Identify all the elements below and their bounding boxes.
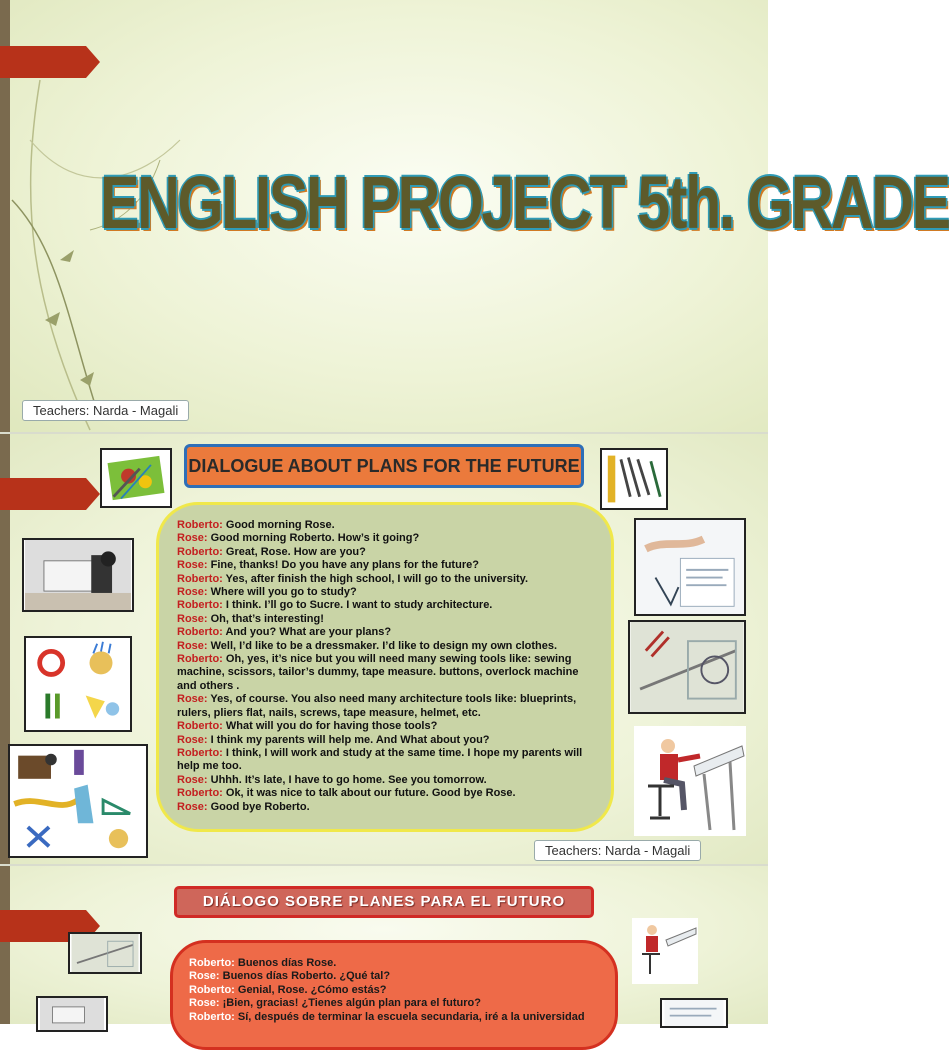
seamstress-machine-icon — [22, 538, 134, 612]
dialogue-line: Rose: Good bye Roberto. — [177, 800, 310, 813]
page-title: ENGLISH PROJECT 5th. GRADE — [100, 161, 949, 244]
dialogue-line: Roberto: Genial, Rose. ¿Cómo estás? — [189, 983, 387, 996]
teachers-credit: Teachers: Narda - Magali — [22, 400, 189, 421]
dialogue-line: Roberto: Ok, it was nice to talk about our future. Good bye Rose. — [177, 787, 516, 800]
dialogue-line: Rose: Yes, of course. You also need many architecture tools like: blueprints, rulers, pliers flat, nails, screws, tape measure, helmet, etc. — [177, 693, 577, 719]
drafting-desk-icon — [628, 620, 746, 714]
dialogue-line: Roberto: What will you do for having those tools? — [177, 720, 438, 733]
drafting-tools-icon — [600, 448, 668, 510]
teachers-credit: Teachers: Narda - Magali — [534, 840, 701, 861]
title-slide — [0, 0, 949, 432]
dialogue-line: Roberto: Buenos días Rose. — [189, 957, 337, 969]
dialogue-line: Roberto: Good morning Rose. — [177, 519, 335, 531]
dialogue-line: Roberto: I think, I will work and study at the same time. I hope my parents will help me too. — [177, 746, 583, 773]
slide-left-bar — [0, 866, 10, 1024]
dialogue-english-slide — [0, 434, 768, 864]
dialogue-line: Rose: Well, I’d like to be a dressmaker. I’d like to design my own clothes. — [177, 639, 558, 652]
drafting-desk-icon — [68, 932, 142, 974]
seamstress-machine-icon — [36, 996, 108, 1032]
dialogue-heading-spanish: DIÁLOGO SOBRE PLANES PARA EL FUTURO — [174, 886, 594, 918]
sewing-collection-icon — [8, 744, 148, 858]
dialogue-line: Rose: Oh, that’s interesting! — [177, 612, 324, 625]
architect-blueprint-icon — [660, 998, 728, 1028]
dialogue-line: Rose: Buenos días Roberto. ¿Qué tal? — [189, 970, 391, 983]
slide-tab-marker — [0, 46, 100, 78]
sewing-supplies-icon — [100, 448, 172, 508]
architect-at-desk-icon — [634, 726, 746, 836]
dialogue-spanish-slide — [0, 866, 768, 1024]
dialogue-line: Roberto: Yes, after finish the high school, I will go to the university. — [177, 572, 529, 585]
dialogue-line: Rose: I think my parents will help me. And What about you? — [177, 733, 490, 746]
dialogue-bubble-spanish — [170, 940, 618, 1050]
dialogue-bubble — [156, 502, 614, 832]
dialogue-line: Roberto: And you? What are your plans? — [177, 626, 392, 639]
dialogue-line: Rose: Good morning Roberto. How’s it going? — [177, 532, 420, 545]
architect-at-desk-icon — [632, 918, 698, 984]
architect-blueprint-icon — [634, 518, 746, 616]
dialogue-line: Roberto: I think. I’ll go to Sucre. I want to study architecture. — [177, 599, 493, 612]
dialogue-line: Rose: Where will you go to study? — [177, 586, 357, 599]
dialogue-line: Roberto: Sí, después de terminar la escuela secundaria, iré a la universidad — [189, 1010, 585, 1023]
dialogue-line: Roberto: Great, Rose. How are you? — [177, 545, 366, 558]
dialogue-line: Rose: Uhhh. It’s late, I have to go home. See you tomorrow. — [177, 773, 487, 786]
dialogue-line: Rose: ¡Bien, gracias! ¿Tienes algún plan para el futuro? — [189, 997, 481, 1010]
dialogue-heading: DIALOGUE ABOUT PLANS FOR THE FUTURE — [184, 444, 584, 488]
dialogue-line: Rose: Fine, thanks! Do you have any plans for the future? — [177, 559, 479, 572]
slide-tab-marker — [0, 478, 100, 510]
sewing-notions-icon — [24, 636, 132, 732]
dialogue-line: Roberto: Oh, yes, it’s nice but you will need many sewing tools like: sewing machine, scissors, tailor’s dummy, tape measure. buttons, overlock machine and others . — [177, 653, 579, 692]
